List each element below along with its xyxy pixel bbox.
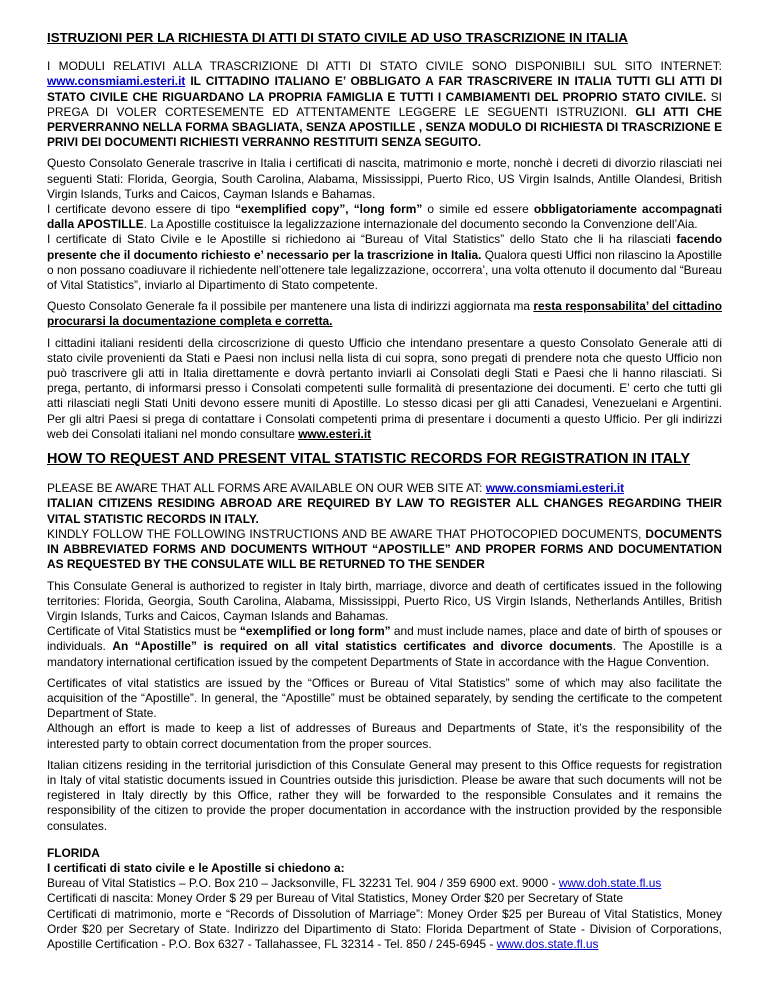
english-paragraph-1: This Consulate General is authorized to register in Italy birth, marriage, divorce and death of certificates issued in the following territories: Florida, Georgia, South Carolina, Alabama, Mississippi, Puerto Rico, US Virgin Islands, Netherlands Antilles, British Virgin Islands, Turks and Caicos, Cayman Islands and Bahamas. — [47, 578, 722, 623]
florida-bureau-text: Bureau of Vital Statistics – P.O. Box 210 – Jacksonville, FL 32231 Tel. 904 / 359 6900 ext. 9000 - — [47, 876, 559, 891]
en-consulate-website-link[interactable]: www.consmiami.esteri.it — [485, 481, 625, 496]
warning-text: GLI ATTI CHE PERVERRANNO NELLA FORMA SBAGLIATA, SENZA APOSTILLE , SENZA MODULO DI RICHIESTA DI TRASCRIZIONE E PRIVI DEI DOCUMENTI RICHIESTI VERRANNO RESTITUITI SENZA SEGUITO. — [47, 104, 722, 150]
en-p2-text-d: An “Apostille” is required on all vital statistics certificates and divorce documents — [112, 639, 613, 654]
florida-heading: FLORIDA — [47, 845, 100, 860]
italian-paragraph-1: Questo Consolato Generale trascrive in Italia i certificati di nascita, matrimonio e morte, nonchè i decreti di divorzio rilasciati nei seguenti Stati: Florida, Georgia, South Carolina, Alabama, Mississippi, Puerto Rico, US Virgin Isalnds, Antille Olandesi, British Virgin Islands, Turks and Caicos, Cayman Islands e Bahamas. — [47, 156, 722, 201]
consulate-website-link[interactable]: www.consmiami.esteri.it — [47, 74, 186, 89]
en-p2-text-e: . The Apostille is a mandatory international certification issued by the competent Departments of State in accordance with the Hague Convention. — [47, 639, 722, 669]
en-obligation-text: ITALIAN CITIZENS RESIDING ABROAD ARE REQUIRED BY LAW TO REGISTER ALL CHANGES REGARDING THEIR VITAL STATISTIC RECORDS IN ITALY. — [47, 496, 722, 526]
doh-link[interactable]: www.doh.state.fl.us — [558, 876, 662, 891]
english-title: HOW TO REQUEST AND PRESENT VITAL STATISTIC RECORDS FOR REGISTRATION IN ITALY — [47, 451, 691, 468]
italian-paragraph-4 — [47, 299, 722, 329]
document-page — [47, 30, 722, 958]
p4-text-b: resta responsabilita’ del cittadino procurarsi la documentazione completa e corretta. — [47, 299, 722, 329]
italian-paragraph-2 — [47, 202, 722, 232]
italian-paragraph-5 — [47, 336, 722, 442]
p2-text-a: I certificate devono essere di tipo — [47, 202, 236, 217]
intro-text: I MODULI RELATIVI ALLA TRASCRIZIONE DI ATTI DI STATO CIVILE SONO DISPONIBILI SUL SITO INTERNET: — [47, 59, 722, 74]
english-paragraph-3: Certificates of vital statistics are issued by the “Offices or Bureau of Vital Statistics” some of which may also facilitate the acquisition of the “Apostille”. In general, the “Apostille” must be obtained separately, by sending the certificate to the competent Department of State. — [47, 675, 722, 721]
florida-marriage-fees: Certificati di matrimonio, morte e “Records of Dissolution of Marriage”: Money Order $25 per Bureau of Vital Statistics, Money Order $20 per Secretary of State. Indirizzo del Dipartimento di Stato: Florida Department of State - Division of Corporations, Apostille Certification - P.O. Box 6327 - Tallahassee, FL 32314 - Tel. 850 / 245-6945 - — [47, 906, 722, 951]
en-warning-text: DOCUMENTS IN ABBREVIATED FORMS AND DOCUMENTS WITHOUT “APOSTILLE” AND PROPER FORMS AND DOCUMENTATION AS REQUESTED BY THE CONSULATE WILL BE RETURNED TO THE SENDER — [47, 526, 722, 572]
english-paragraph-2 — [47, 624, 722, 670]
p2-text-b: “exemplified copy”, “long form” — [235, 202, 423, 217]
florida-birth-fees: Certificati di nascita: Money Order $ 29 per Bureau of Vital Statistics, Money Order $20 per Secretary of State — [47, 891, 624, 906]
p5-text: I cittadini italiani residenti della circoscrizione di questo Ufficio che intendano presentare a questo Consolato Generale atti di stato civile provenienti da Stati e Paesi non inclusi nella lista di cui sopra, sono pregati di prendere nota che questo Ufficio non può trascrivere gli atti in Italia direttamente e dovrà pertanto inviarli ai Consolati degli Stati e Paesi che li hanno rilasciati. Si prega, pertanto, di informarsi presso i Consolati competenti sulle formalità di presentazione dei documenti. E’ certo che tutti gli atti rilasciati negli Stati Uniti devono essere muniti di Apostille. Lo stesso dicasi per gli atti Canadesi, Venezuelani e Argentini. Per gli altri Paesi si prega di contattare i Consolati competenti prima di presentare i documenti a questo Ufficio. Per gli indirizzi web dei Consolati italiani nel mondo consultare — [47, 335, 722, 441]
en-p2-text-c: and must include names, place and date of birth of spouses or individuals. — [47, 624, 723, 654]
p2-text-c: o simile ed essere — [422, 202, 534, 217]
florida-section — [47, 846, 722, 952]
italian-paragraph-3 — [47, 232, 722, 293]
italian-intro — [47, 59, 722, 150]
esteri-link[interactable]: www.esteri.it — [298, 426, 372, 441]
dos-link[interactable]: www.dos.state.fl.us — [496, 936, 599, 951]
florida-subheading: I certificati di stato civile e le Apostille si chiedono a: — [47, 860, 345, 875]
en-intro-text: PLEASE BE AWARE THAT ALL FORMS ARE AVAILABLE ON OUR WEB SITE AT: — [47, 481, 486, 496]
p3-text-a: I certificate di Stato Civile e le Apostille si richiedono ai “Bureau of Vital Statistics” dello Stato che li ha rilasciati — [47, 232, 677, 247]
en-follow-text: KINDLY FOLLOW THE FOLLOWING INSTRUCTIONS AND BE AWARE THAT PHOTOCOPIED DOCUMENTS, — [47, 526, 646, 541]
english-intro — [47, 481, 722, 572]
obligation-text: IL CITTADINO ITALIANO E’ OBBLIGATO A FAR TRASCRIVERE IN ITALIA TUTTI GLI ATTI DI STATO CIVILE CHE RIGUARDANO LA PROPRIA FAMIGLIA E TUTTI I CAMBIAMENTI DEL PROPRIO STATO CIVILE. — [47, 74, 722, 104]
en-p2-text-b: “exemplified or long form” — [239, 624, 391, 639]
p3-text-c: Qualora questi Uffici non rilascino la Apostille o non possano coadiuvare il richiedente nell’ottenere tale legalizzazione, occorrera’, una volta ottenuto il documento dal “Bureau of Vital Statistics”, inviarlo al Dipartimento di Stato competente. — [47, 247, 722, 293]
read-instructions-text: SI PREGA DI VOLER CORTESEMENTE ED ATTENTAMENTE LEGGERE LE SEGUENTI ISTRUZIONI. — [47, 89, 722, 119]
p3-text-b: facendo presente che il documento richiesto e’ necessario per la trascrizione in Italia. — [47, 232, 722, 262]
p2-text-d: obbligatoriamente accompagnati dalla APOSTILLE — [47, 202, 723, 232]
english-paragraph-4: Italian citizens residing in the territorial jurisdiction of this Consulate General may present to this Office requests for registration in Italy of vital statistic documents issued in Countries outside this jurisdiction. Please be aware that such documents will not be registered in Italy directly by this Office, rather they will be forwarded to the responsible Consulates and it remains the responsibility of the citizen to provide the proper documentation in accordance with the instruction provided by the responsible consulates. — [47, 757, 722, 833]
p4-text-a: Questo Consolato Generale fa il possibile per mantenere una lista di indirizzi aggiornata ma — [47, 299, 534, 314]
en-p2-text-a: Certificate of Vital Statistics must be — [47, 624, 240, 639]
p2-text-e: . La Apostille costituisce la legalizzazione internazionale del documento secondo la Convenzione dell’Aia. — [143, 217, 698, 232]
english-paragraph-3b: Although an effort is made to keep a list of addresses of Bureaus and Departments of State, it’s the responsibility of the interested party to obtain correct documentation from the proper sources. — [47, 721, 722, 751]
italian-title: ISTRUZIONI PER LA RICHIESTA DI ATTI DI STATO CIVILE AD USO TRASCRIZIONE IN ITALIA — [47, 30, 628, 45]
